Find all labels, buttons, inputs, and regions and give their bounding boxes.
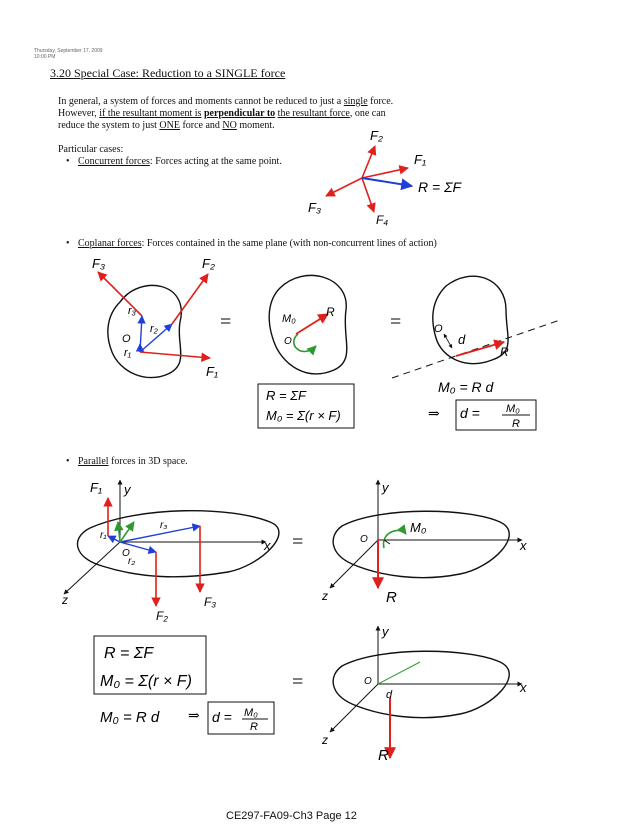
label-resultant: R = ΣF [418, 179, 462, 195]
label-d: d [386, 689, 393, 701]
label-O: O [122, 548, 130, 559]
label-F1: F₁ [90, 480, 103, 495]
intro-perpendicular: perpendicular to [203, 108, 276, 119]
intro-text: However, [58, 108, 100, 119]
intro-line-1 [58, 96, 438, 108]
label-d: d [458, 332, 466, 347]
label-R: R [326, 305, 335, 319]
eq-moment-rd: M₀ = R d [438, 379, 494, 395]
label-y: y [382, 480, 389, 495]
label-r2: r₂ [150, 323, 158, 335]
position-r3 [140, 316, 142, 352]
intro-no: NO [222, 120, 237, 131]
meta-date: Thursday, September 17, 2009 [34, 48, 103, 54]
label-y: y [124, 482, 131, 497]
intro-single: single [343, 96, 368, 107]
label-Mo: M₀ [410, 520, 427, 535]
implies-arrow: ⇒ [188, 709, 200, 724]
label-z: z [322, 733, 328, 747]
rigid-body-2 [269, 275, 347, 373]
case-concurrent [66, 156, 282, 168]
eq-d: d = [212, 709, 232, 725]
label-R: R [386, 589, 397, 606]
eq-d-denominator: R [250, 721, 258, 733]
intro-one: ONE [159, 120, 180, 131]
moment-arrow [383, 530, 406, 548]
eq-d-numerator: M₀ [506, 403, 520, 415]
label-F2: F₂ [156, 609, 168, 623]
moment-arrow [294, 334, 316, 351]
case-desc: : Forces contained in the same plane (with non-concurrent lines of action) [141, 238, 437, 249]
label-O: O [364, 676, 372, 687]
force-F1-arrow [362, 168, 408, 178]
eq-d-denominator: R [512, 418, 520, 430]
force-F4-arrow [362, 178, 374, 212]
coplanar-forces-figure [80, 252, 580, 436]
label-F2: F₂ [202, 256, 215, 271]
label-r1: r₁ [124, 347, 132, 359]
case-term: Concurrent forces [78, 156, 150, 167]
resultant-arrow [296, 314, 328, 334]
label-F3: F₃ [308, 200, 322, 215]
label-r1: r₁ [100, 530, 107, 541]
eq-d-numerator: M₀ [244, 707, 258, 719]
eq-moment-rd: M₀ = R d [100, 709, 160, 726]
intro-condition: if the resultant moment is [99, 108, 202, 119]
equals-sign: = [220, 311, 232, 333]
resultant-arrow [362, 178, 412, 186]
case-desc: : Forces acting at the same point. [149, 156, 282, 167]
label-x: x [520, 538, 527, 553]
label-O: O [434, 323, 443, 335]
axis-z [330, 540, 378, 588]
label-z: z [62, 593, 68, 607]
line-of-action [392, 320, 560, 378]
intro-text: reduce the system to just [58, 120, 160, 131]
eq-resultant: R = ΣF [266, 388, 306, 403]
case-list-3 [66, 456, 188, 468]
meta-time: 10:00 PM [34, 54, 56, 60]
intro-text: , one can [349, 108, 386, 119]
case-parallel [66, 456, 188, 468]
label-x: x [264, 538, 271, 553]
eq-moment-sum: M₀ = Σ(r × F) [266, 408, 341, 423]
label-Mo: M₀ [282, 313, 296, 325]
label-F3: F₃ [204, 595, 217, 609]
label-F4: F₄ [376, 213, 389, 227]
position-r1 [108, 536, 120, 542]
resultant-position-line [378, 662, 420, 684]
label-O: O [122, 333, 131, 345]
label-F1: F₁ [414, 152, 427, 167]
section-title: 3.20 Special Case: Reduction to a SINGLE force [50, 66, 286, 80]
intro-line-2 [58, 108, 438, 120]
label-R: R [500, 345, 509, 359]
label-F2: F₂ [370, 128, 383, 143]
label-O: O [360, 534, 368, 545]
label-F3: F₃ [92, 256, 106, 271]
parallel-forces-figure [60, 476, 560, 776]
equals-sign: = [292, 531, 304, 553]
label-r2: r₂ [128, 556, 136, 567]
label-z: z [322, 589, 328, 603]
right-angle-mark [384, 540, 390, 544]
case-term: Parallel [78, 456, 109, 467]
case-list-1 [66, 156, 282, 168]
implies-arrow: ⇒ [428, 407, 440, 422]
rigid-body-3 [433, 276, 508, 363]
force-F3-arrow [326, 178, 362, 196]
axis-z [64, 542, 120, 594]
label-r3: r₃ [160, 520, 168, 531]
concurrent-forces-figure [290, 120, 510, 240]
intro-text: force. [367, 96, 394, 107]
label-F1: F₁ [206, 364, 219, 379]
eq-d: d = [460, 405, 480, 421]
label-O: O [284, 336, 292, 347]
case-term: Coplanar forces [78, 238, 142, 249]
distance-d-marker [444, 334, 452, 348]
label-r3: r₃ [128, 305, 137, 317]
intro-text: moment. [236, 120, 275, 131]
label-R: R [378, 747, 389, 764]
label-x: x [520, 680, 527, 695]
page-footer: CE297-FA09-Ch3 Page 12 [226, 810, 357, 822]
eq-moment-sum: M₀ = Σ(r × F) [100, 673, 192, 690]
intro-condition: the resultant force [277, 108, 350, 119]
equals-sign: = [292, 671, 304, 693]
page-meta [34, 48, 103, 60]
force-F2-arrow [362, 146, 375, 178]
rigid-body-1 [108, 285, 181, 377]
particular-cases-label: Particular cases: [58, 144, 124, 155]
equals-sign: = [390, 311, 402, 333]
label-y: y [382, 624, 389, 639]
intro-text: In general, a system of forces and moments cannot be reduced to just a [58, 96, 344, 107]
axis-z [330, 684, 378, 732]
intro-text: force and [179, 120, 223, 131]
force-F1-arrow [140, 352, 210, 358]
case-desc: forces in 3D space. [108, 456, 188, 467]
eq-resultant: R = ΣF [104, 645, 154, 662]
